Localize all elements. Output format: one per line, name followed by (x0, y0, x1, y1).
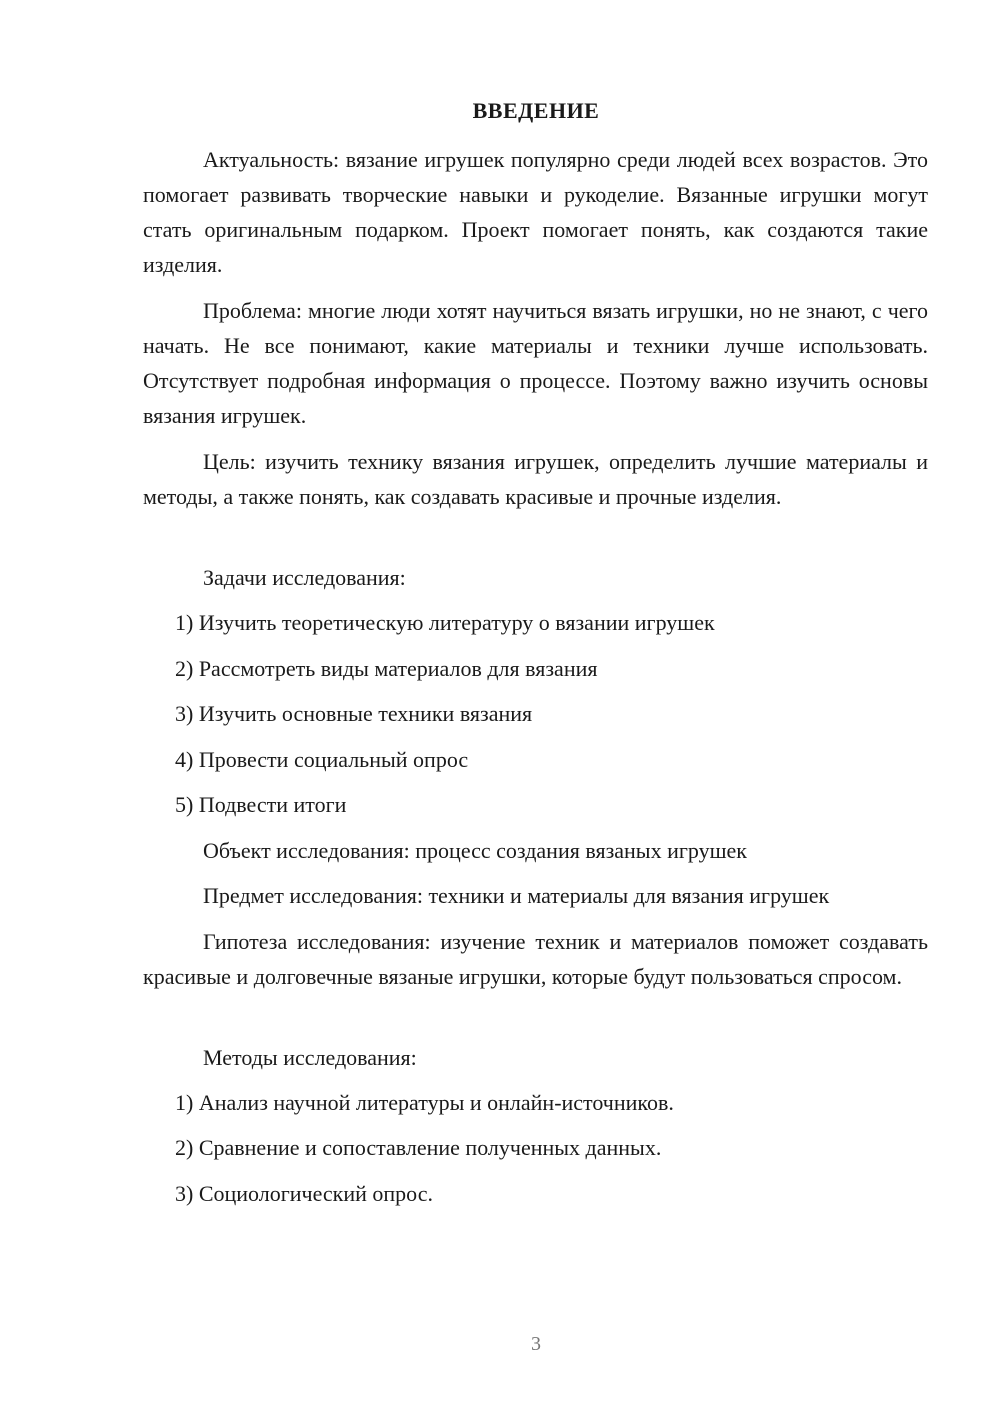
task-item: 1) Изучить теоретическую литературу о вязании игрушек (175, 610, 715, 635)
task-item: 3) Изучить основные техники вязания (175, 701, 533, 726)
goal-paragraph: Цель: изучить технику вязания игрушек, определить лучшие материалы и методы, а также понять, как создавать красивые и прочные изделия. (143, 449, 928, 509)
method-item: 3) Социологический опрос. (175, 1181, 433, 1206)
task-item: 2) Рассмотреть виды материалов для вязания (175, 656, 598, 681)
hypothesis-paragraph: Гипотеза исследования: изучение техник и материалов поможет создавать красивые и долговечные вязаные игрушки, которые будут пользоваться спросом. (143, 929, 928, 989)
method-item: 2) Сравнение и сопоставление полученных данных. (175, 1135, 662, 1160)
method-item: 1) Анализ научной литературы и онлайн-источников. (175, 1090, 674, 1115)
problem-paragraph: Проблема: многие люди хотят научиться вязать игрушки, но не знают, с чего начать. Не все понимают, какие материалы и техники лучше использовать. Отсутствует подробная информация о процессе. Поэтому важно изучить основы вязания игрушек. (143, 298, 928, 428)
task-item: 5) Подвести итоги (175, 792, 347, 817)
tasks-heading: Задачи исследования: (203, 565, 406, 590)
page-number: 3 (531, 1333, 541, 1355)
subject-line: Предмет исследования: техники и материалы для вязания игрушек (203, 883, 830, 908)
methods-heading: Методы исследования: (203, 1045, 417, 1070)
task-item: 4) Провести социальный опрос (175, 747, 469, 772)
relevance-paragraph: Актуальность: вязание игрушек популярно среди людей всех возрастов. Это помогает развивать творческие навыки и рукоделие. Вязанные игрушки могут стать оригинальным подарком. Проект помогает понять, как создаются такие изделия. (143, 147, 928, 277)
object-line: Объект исследования: процесс создания вязаных игрушек (203, 838, 747, 863)
page-title: ВВЕДЕНИЕ (472, 98, 600, 123)
